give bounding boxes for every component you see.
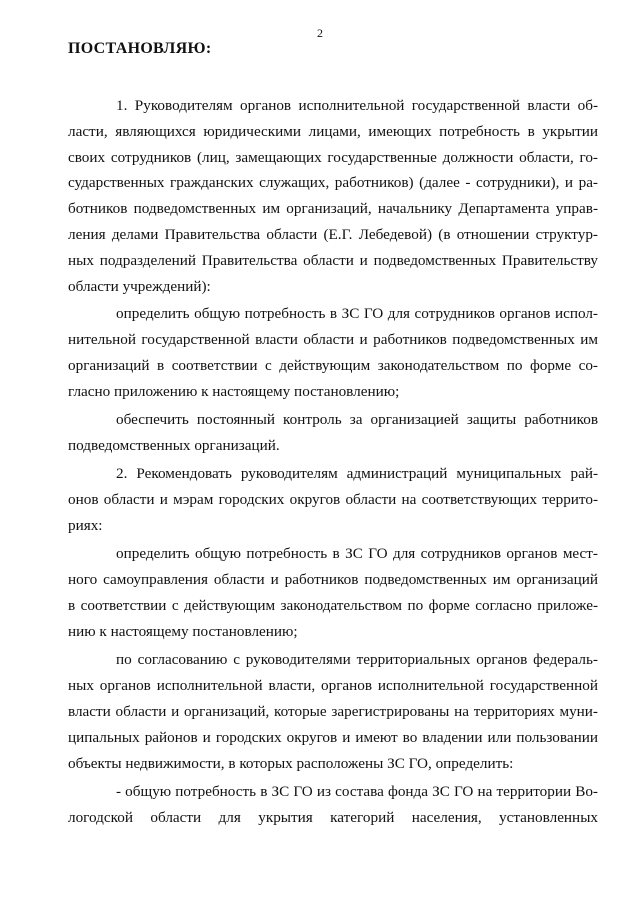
text-line: нительной государственной власти области и работников подведомственных им [68,331,598,348]
text-line: риях: [68,517,103,534]
text-line: определить общую потребность в ЗС ГО для сотрудников органов испол- [116,305,598,322]
text-line: нию к настоящему постановлению; [68,623,298,640]
text-line: области учреждений): [68,278,211,295]
text-line: в соответствии с действующим законодательством по форме согласно приложе- [68,597,598,614]
text-line: организаций в соответствии с действующим законодательством по форме со- [68,357,598,374]
text-line: - общую потребность в ЗС ГО из состава фонда ЗС ГО на территории Во- [116,783,598,800]
text-line: определить общую потребность в ЗС ГО для сотрудников органов мест- [116,545,598,562]
text-line: подведомственных организаций. [68,437,280,454]
text-line: ления делами Правительства области (Е.Г. Лебедевой) (в отношении структур- [68,226,598,243]
text-line: ципальных районов и городских округов и имеют во владении или пользовании [68,729,598,746]
text-line: 2. Рекомендовать руководителям администраций муниципальных рай- [116,465,598,482]
text-line: ботников подведомственных им организаций, начальнику Департамента управ- [68,200,598,217]
text-line: 1. Руководителям органов исполнительной государственной власти об- [116,97,598,114]
text-line: ных органов исполнительной власти, органов исполнительной государственной [68,677,598,694]
text-line: онов области и мэрам городских округов области на соответствующих террито- [68,491,598,508]
text-line: гласно приложению к настоящему постановлению; [68,383,400,400]
text-line: объекты недвижимости, в которых расположены ЗС ГО, определить: [68,755,514,772]
text-line: по согласованию с руководителями территориальных органов федераль- [116,651,598,668]
text-line: власти области и организаций, которые зарегистрированы на территориях муни- [68,703,598,720]
decree-heading: ПОСТАНОВЛЯЮ: [68,40,212,57]
page-number: 2 [317,26,323,40]
text-line: ных подразделений Правительства области и подведомственных Правительству [68,252,598,269]
text-line: ласти, являющихся юридическими лицами, имеющих потребность в укрытии [68,123,598,140]
text-line: ного самоуправления области и работников подведомственных им организаций [68,571,598,588]
text-line: логодской области для укрытия категорий населения, установленных [68,809,598,826]
text-line: обеспечить постоянный контроль за организацией защиты работников [116,411,598,428]
text-line: сударственных гражданских служащих, работников) (далее - сотрудники), и ра- [68,174,598,191]
text-line: своих сотрудников (лиц, замещающих государственные должности области, го- [68,149,598,166]
